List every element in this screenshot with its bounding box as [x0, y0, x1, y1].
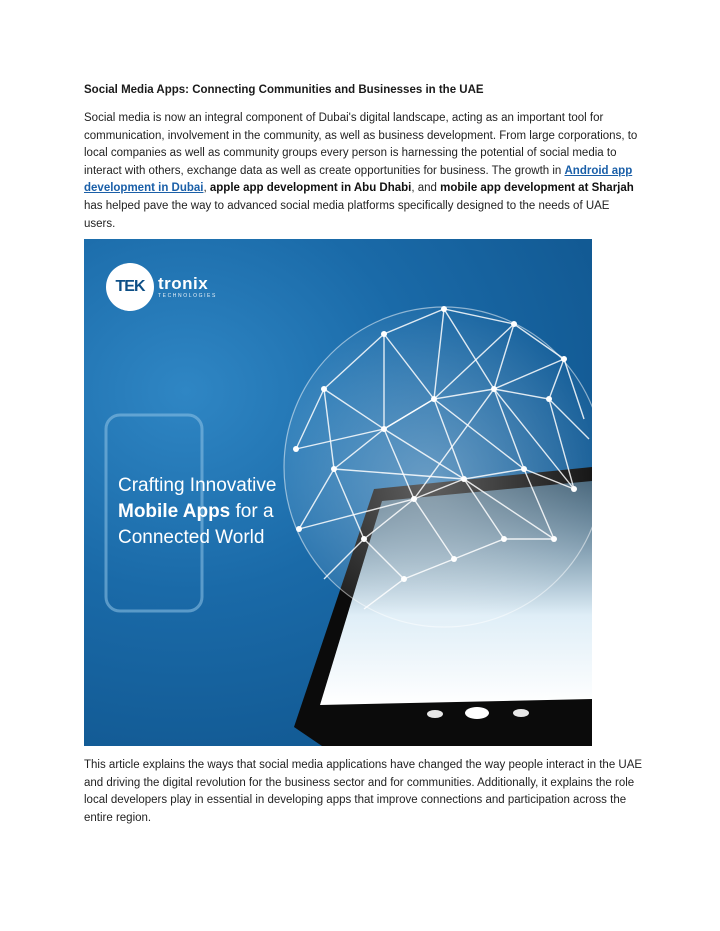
closing-paragraph: This article explains the ways that social media applications have changed the way people interact in the UAE and driving the digital revolution for the business sector and for communities. Additionally, it explains the role local developers play in essential in developing apps that improve connections and participation across the entire region. [84, 759, 643, 824]
headline-line-1: Crafting Innovative [118, 475, 277, 496]
intro-separator-2: , and [411, 182, 441, 195]
headline-line-3: Connected World [118, 527, 265, 548]
intro-separator-1: , [203, 182, 210, 195]
logo-name: tronix [158, 274, 209, 293]
headline-strong: Mobile Apps [118, 501, 231, 522]
intro-paragraph [84, 110, 640, 233]
network-globe-icon [284, 306, 592, 627]
intro-text-2: has helped pave the way to advanced social media platforms specifically designed to the needs of UAE users. [84, 199, 610, 230]
intro-text-1: Social media is now an integral component of Dubai's digital landscape, acting as an important tool for communication, involvement in the community, as well as business development. From large corporations, to local companies as well as community groups every person is harnessing the potential of social media to interact with others, exchange data as well as create opportunities for business. The growth in [84, 112, 638, 177]
tektronix-logo [106, 263, 217, 311]
android-app-development-link[interactable]: Android app development in Dubai [84, 164, 633, 195]
logo-subtitle: TECHNOLOGIES [158, 293, 217, 299]
headline-line-2 [118, 499, 276, 525]
mobile-app-development-bold: mobile app development at Sharjah [440, 182, 634, 195]
logo-mark-text: TEK [115, 278, 145, 295]
article-title: Social Media Apps: Connecting Communities and Businesses in the UAE [84, 84, 484, 96]
apple-app-development-bold: apple app development in Abu Dhabi [209, 182, 412, 195]
logo-mark [106, 263, 154, 311]
banner-headline [118, 473, 276, 551]
banner-image [84, 239, 592, 746]
logo-text [158, 275, 217, 299]
headline-line-2-rest: for a [230, 501, 274, 522]
